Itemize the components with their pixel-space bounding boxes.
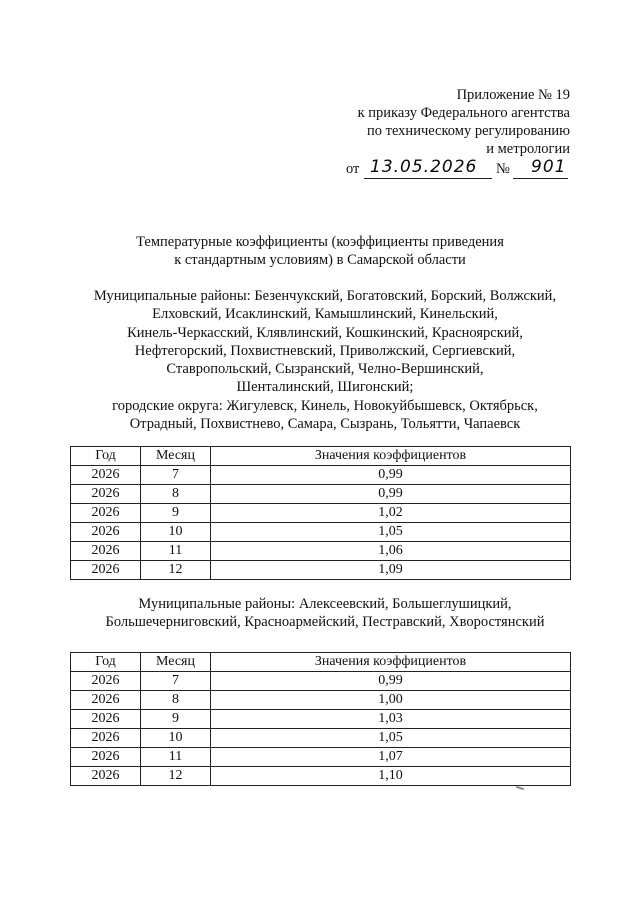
document-title: [0, 233, 640, 269]
table-row: [71, 466, 571, 485]
date-underline: [364, 178, 492, 179]
cell-value: 0,99: [211, 466, 571, 485]
appendix-order-ref: к приказу Федерального агентства: [357, 105, 570, 121]
coefficients-table-1: [70, 446, 571, 580]
number-prefix: №: [496, 161, 510, 177]
title-line: к стандартным условиям) в Самарской области: [174, 252, 466, 268]
cell-year: 2026: [71, 542, 141, 561]
cell-month: 10: [141, 523, 211, 542]
cell-value: 0,99: [211, 485, 571, 504]
cell-year: 2026: [71, 767, 141, 786]
cell-year: 2026: [71, 691, 141, 710]
description-line: Отрадный, Похвистнево, Самара, Сызрань, Тольятти, Чапаевск: [129, 416, 521, 433]
cell-month: 12: [141, 767, 211, 786]
section2-description: [40, 595, 610, 632]
table-row: [71, 729, 571, 748]
cell-month: 11: [141, 542, 211, 561]
cell-month: 9: [141, 710, 211, 729]
cell-value: 1,05: [211, 729, 571, 748]
description-line: Ставропольский, Сызранский, Челно-Вершинский,: [166, 361, 484, 378]
cell-month: 11: [141, 748, 211, 767]
table-row: [71, 485, 571, 504]
column-header-year: Год: [71, 447, 141, 466]
appendix-agency-line: по техническому регулированию: [366, 123, 570, 139]
cell-value: 1,05: [211, 523, 571, 542]
cell-year: 2026: [71, 748, 141, 767]
description-line: Елховский, Исаклинский, Камышлинский, Кинельский,: [152, 306, 498, 323]
table-row: [71, 748, 571, 767]
table-row: [71, 672, 571, 691]
cell-year: 2026: [71, 504, 141, 523]
handwritten-number: 901: [531, 157, 567, 177]
column-header-values: Значения коэффициентов: [211, 653, 571, 672]
cell-value: 1,09: [211, 561, 571, 580]
table-header-row: [71, 653, 571, 672]
cell-month: 9: [141, 504, 211, 523]
handwritten-date: 13.05.2026: [370, 157, 478, 177]
cell-year: 2026: [71, 466, 141, 485]
description-line: Большечерниговский, Красноармейский, Пестравский, Хворостянский: [105, 614, 545, 631]
number-underline: [513, 178, 568, 179]
title-line: Температурные коэффициенты (коэффициенты приведения: [136, 234, 504, 250]
cell-year: 2026: [71, 485, 141, 504]
cell-month: 10: [141, 729, 211, 748]
table-row: [71, 504, 571, 523]
description-line: Муниципальные районы: Безенчукский, Богатовский, Борский, Волжский,: [93, 288, 557, 304]
cell-value: 1,10: [211, 767, 571, 786]
order-date-number-line: [346, 159, 576, 179]
cell-value: 1,06: [211, 542, 571, 561]
column-header-values: Значения коэффициентов: [211, 447, 571, 466]
cell-month: 7: [141, 672, 211, 691]
table-row: [71, 561, 571, 580]
cell-month: 7: [141, 466, 211, 485]
table-row: [71, 542, 571, 561]
column-header-year: Год: [71, 653, 141, 672]
table-row: [71, 767, 571, 786]
description-line: Кинель-Черкасский, Клявлинский, Кошкинский, Красноярский,: [127, 324, 523, 341]
table-header-row: [71, 447, 571, 466]
appendix-number: Приложение № 19: [456, 87, 570, 103]
cell-value: 0,99: [211, 672, 571, 691]
coefficients-table-2: [70, 652, 571, 786]
table-row: [71, 691, 571, 710]
cell-month: 12: [141, 561, 211, 580]
cell-year: 2026: [71, 672, 141, 691]
table-row: [71, 523, 571, 542]
cell-month: 8: [141, 691, 211, 710]
cell-value: 1,03: [211, 710, 571, 729]
cell-month: 8: [141, 485, 211, 504]
appendix-agency-line-2: и метрологии: [486, 141, 570, 157]
cell-year: 2026: [71, 710, 141, 729]
cell-value: 1,00: [211, 691, 571, 710]
scan-speck: [516, 786, 524, 790]
section1-description: [40, 287, 610, 433]
cell-value: 1,02: [211, 504, 571, 523]
description-line: Муниципальные районы: Алексеевский, Большеглушицкий,: [138, 596, 512, 612]
appendix-header: [358, 86, 570, 158]
date-prefix: от: [346, 161, 360, 177]
cell-value: 1,07: [211, 748, 571, 767]
column-header-month: Месяц: [141, 447, 211, 466]
table-row: [71, 710, 571, 729]
description-line: Шенталинский, Шигонский;: [236, 379, 414, 396]
cell-year: 2026: [71, 729, 141, 748]
description-line: городские округа: Жигулевск, Кинель, Новокуйбышевск, Октябрьск,: [112, 397, 538, 414]
description-line: Нефтегорский, Похвистневский, Приволжский, Сергиевский,: [134, 342, 516, 359]
cell-year: 2026: [71, 561, 141, 580]
cell-year: 2026: [71, 523, 141, 542]
column-header-month: Месяц: [141, 653, 211, 672]
